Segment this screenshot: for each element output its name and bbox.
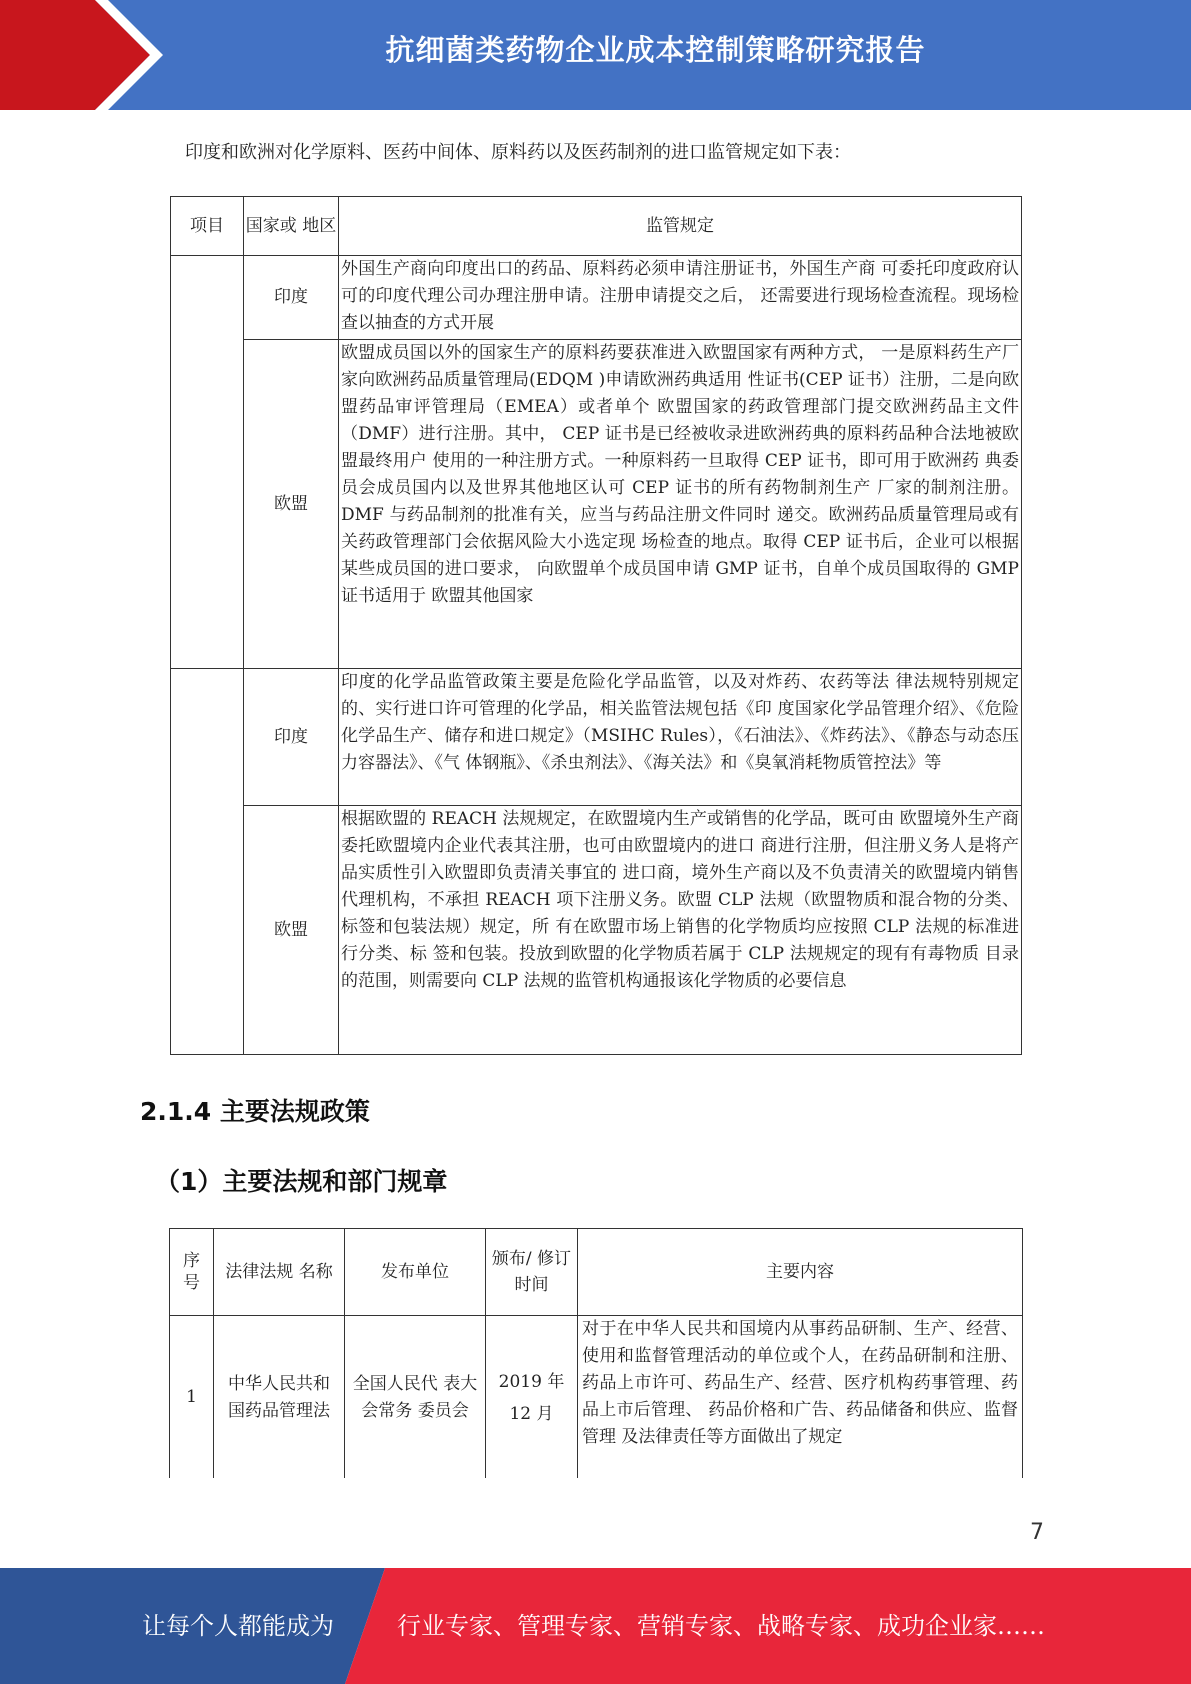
footer-slogan-left: 让每个人都能成为 (142, 1612, 334, 1640)
intro-paragraph: 印度和欧洲对化学原料、医药中间体、原料药以及医药制剂的进口监管规定如下表： (185, 142, 851, 163)
item-cell (171, 256, 244, 669)
header-region: 国家或 地区 (244, 197, 339, 256)
header-item: 项目 (171, 197, 244, 256)
table-row (171, 669, 1022, 806)
regulation-table (170, 196, 1022, 1055)
header-issuer: 发布单位 (345, 1229, 486, 1316)
content-cell: 对于在中华人民共和国境内从事药品研制、生产、经营、使用和监督管理活动的单位或个人，在药品研制和注册、药品上市许可、药品生产、经营、医疗机构药事管理、药品上市后管理、 药品价格和广告、药品储备和供应、监督管理 及法律责任等方面做出了规定 (578, 1316, 1023, 1480)
regulation-cell: 根据欧盟的 REACH 法规规定，在欧盟境内生产或销售的化学品，既可由 欧盟境外生产商委托欧盟境内企业代表其注册，也可由欧盟境内的进口 商进行注册，但注册义务人是将产品实质性引入欧盟即负责清关事宜的 进口商，境外生产商以及不负责清关的欧盟境内销售代理机构，不承担 REACH 项下注册义务。欧盟 CLP 法规（欧盟物质和混合物的分类、标签和包装法规）规定，所 有在欧盟市场上销售的化学物质均应按照 CLP 法规的标准进行分类、标 签和包装。投放到欧盟的化学物质若属于 CLP 法规规定的现有有毒物质 目录的范围，则需要向 CLP 法规的监管机构通报该化学物质的必要信息 (339, 806, 1022, 1055)
header-date: 颁布/ 修订 时间 (486, 1229, 578, 1316)
law-name-cell: 中华人民共和国药品管理法 (214, 1316, 345, 1480)
table-header-row (170, 1229, 1023, 1316)
section-heading: 2.1.4 主要法规政策 (140, 1097, 370, 1126)
header-regulation: 监管规定 (339, 197, 1022, 256)
table-row (171, 340, 1022, 669)
region-cell: 欧盟 (244, 806, 339, 1055)
table-row (171, 256, 1022, 340)
region-cell: 印度 (244, 669, 339, 806)
region-cell: 欧盟 (244, 340, 339, 669)
page-number: 7 (1030, 1520, 1044, 1545)
page-footer (0, 1568, 1191, 1684)
table-row (171, 806, 1022, 1055)
date-cell: 2019 年 12 月 (486, 1316, 578, 1480)
item-cell (171, 669, 244, 1055)
header-law-name: 法律法规 名称 (214, 1229, 345, 1316)
page-header (0, 0, 1191, 110)
sub-heading: （1）主要法规和部门规章 (155, 1167, 448, 1196)
table-cutoff-mask (160, 1478, 1030, 1508)
table-header-row (171, 197, 1022, 256)
laws-table (169, 1228, 1023, 1480)
regulation-cell: 印度的化学品监管政策主要是危险化学品监管，以及对炸药、农药等法 律法规特别规定的、实行进口许可管理的化学品，相关监管法规包括《印 度国家化学品管理介绍》、《危险化学品生产、储存和进口规定》（MSIHC Rules），《石油法》、《炸药法》、《静态与动态压力容器法》、《气 体钢瓶》、《杀虫剂法》、《海关法》和《臭氧消耗物质管控法》等 (339, 669, 1022, 806)
header-no: 序号 (170, 1229, 214, 1316)
header-content: 主要内容 (578, 1229, 1023, 1316)
region-cell: 印度 (244, 256, 339, 340)
regulation-cell: 外国生产商向印度出口的药品、原料药必须申请注册证书，外国生产商 可委托印度政府认可的印度代理公司办理注册申请。注册申请提交之后， 还需要进行现场检查流程。现场检查以抽查的方式开展 (339, 256, 1022, 340)
row-number: 1 (170, 1316, 214, 1480)
issuer-cell: 全国人民代 表大会常务 委员会 (345, 1316, 486, 1480)
header-title: 抗细菌类药物企业成本控制策略研究报告 (385, 33, 926, 67)
regulation-cell: 欧盟成员国以外的国家生产的原料药要获准进入欧盟国家有两种方式， 一是原料药生产厂家向欧洲药品质量管理局(EDQM )申请欧洲药典适用 性证书(CEP 证书）注册，二是向欧盟药品审评管理局（EMEA）或者单个 欧盟国家的药政管理部门提交欧洲药品主文件（DMF）进行注册。其中， CEP 证书是已经被收录进欧洲药典的原料药品种合法地被欧盟最终用户 使用的一种注册方式。一种原料药一旦取得 CEP 证书，即可用于欧洲药 典委员会成员国内以及世界其他地区认可 CEP 证书的所有药物制剂生产 厂家的制剂注册。DMF 与药品制剂的批准有关，应当与药品注册文件同时 递交。欧洲药品质量管理局或有关药政管理部门会依据风险大小选定现 场检查的地点。取得 CEP 证书后，企业可以根据某些成员国的进口要求， 向欧盟单个成员国申请 GMP 证书，自单个成员国取得的 GMP 证书适用于 欧盟其他国家 (339, 340, 1022, 669)
footer-slogan-right: 行业专家、管理专家、营销专家、战略专家、成功企业家…… (397, 1612, 1045, 1640)
table-row (170, 1316, 1023, 1480)
